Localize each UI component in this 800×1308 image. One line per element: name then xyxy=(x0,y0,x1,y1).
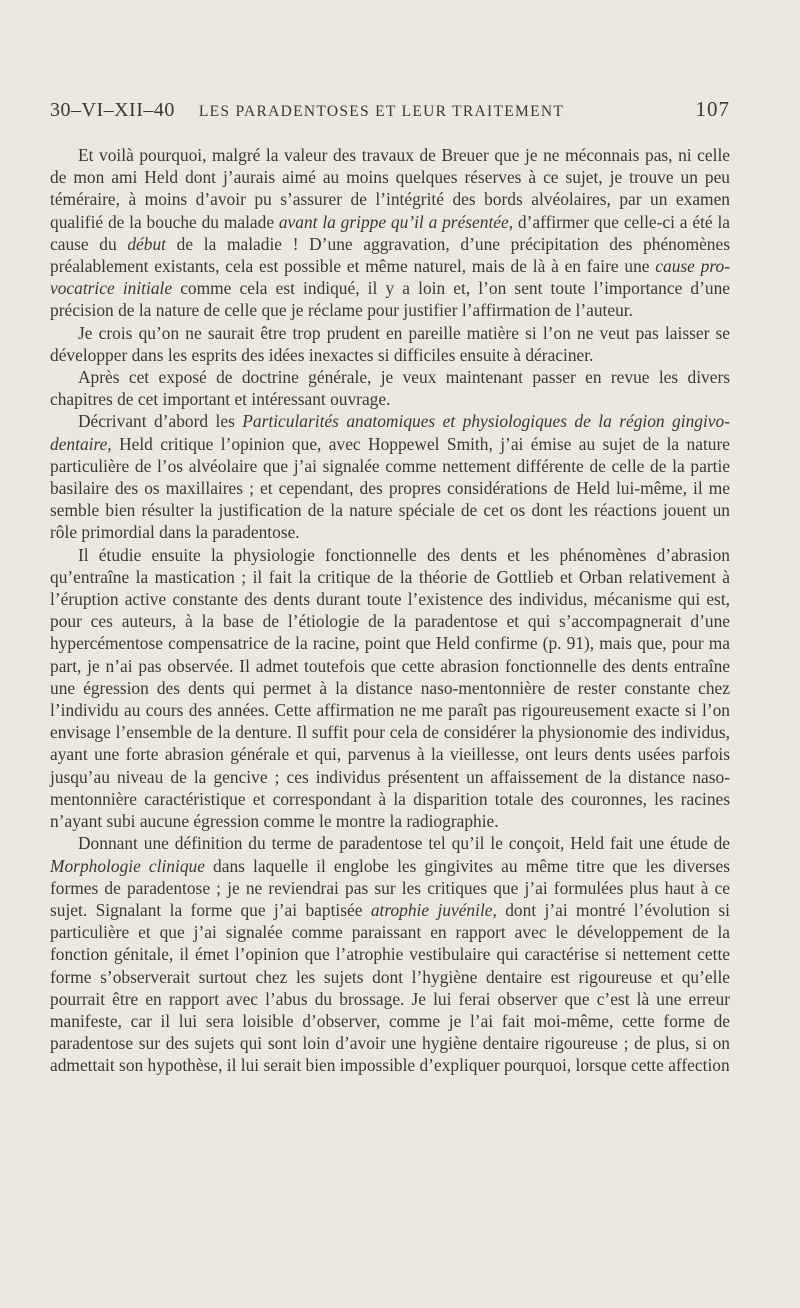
italic-text: atrophie juvénile, xyxy=(370,899,497,920)
text-run: de la maladie ! D’une aggravation, d’une précipitation des phénomènes préalablement existants, cela est possible et même naturel, mais de là à en faire une xyxy=(50,233,730,277)
text-run: Je crois qu’on ne saurait être trop prudent en pareille matière si l’on ne veut pas laisser se développer dans les esprits des idées inexactes si difficiles ensuite à déraciner. xyxy=(50,322,730,365)
paragraph xyxy=(50,544,730,833)
italic-text: Morphologie clinique xyxy=(50,855,205,876)
paragraph xyxy=(50,832,730,1076)
italic-text: cause provocatrice initiale xyxy=(50,256,730,299)
italic-text: avant la grippe qu’il a présentée, xyxy=(278,211,514,232)
text-run: Décrivant d’abord les xyxy=(78,411,243,432)
page-number: 107 xyxy=(695,97,730,121)
italic-text: Particularités anatomiques et physiologiques de la région gingivo-dentaire, xyxy=(50,411,731,454)
italic-text: début xyxy=(127,233,166,254)
paragraph xyxy=(50,410,730,543)
text-run: Donnant une définition du terme de paradentose tel qu’il le conçoit, Held fait une étude de xyxy=(78,833,730,854)
text-run: Held critique l’opinion que, avec Hoppewel Smith, j’ai émise au sujet de la nature particulière de l’os alvéolaire que j’ai signalée comme nettement différente de celle de la partie basilaire des os maxillaires ; et cependant, des propres considérations de Held lui-même, il me semble bien résulter la justification de la nature spéciale de cet os dont les réactions jouent un rôle primordial dans la paradentose. xyxy=(50,433,730,543)
paragraph xyxy=(50,322,730,366)
text-run: comme cela est indiqué, il y a loin et, l’on sent toute l’importance d’une précision de la nature de celle que je réclame pour justifier l’affirmation de l’auteur. xyxy=(50,278,730,321)
paragraph xyxy=(50,366,730,410)
text-run: dont j’ai montré l’évolution si particulière et que j’ai signalée comme paraissant en rapport avec le développement de la fonction génitale, il émet l’opinion que l’atrophie vestibulaire qui caractérise si nettement cette forme s’observerait surtout chez les sujets dont l’hygiène dentaire est rigoureuse et qu’elle pourrait être en rapport avec l’abus du brossage. Je lui ferai observer que c’est là une erreur manifeste, car il lui sera loisible d’observer, comme je l’ai fait moi-même, cette forme de paradentose sur des sujets qui sont loin d’avoir une hygiène dentaire rigoureuse ; de plus, si on admettait son hypothèse, il lui serait bien impossible d’expliquer pourquoi, lorsque cette affection xyxy=(50,899,730,1076)
text-run: Il étudie ensuite la physiologie fonctionnelle des dents et les phénomènes d’abrasion qu’entraîne la mastication ; il fait la critique de la théorie de Gottlieb et Orban relativement à l’éruption active constante des dents durant toute l’existence des individus, mécanisme qui est, pour ces auteurs, à la base de l’étiologie de la paradentose et qui s’accompagnerait d’une hypercémentose compensatrice de la racine, point que Held confirme (p. 91), mais que, pour ma part, je n’ai pas observée. Il admet toutefois que cette abrasion fonctionnelle des dents entraîne une égression des dents qui permet à la distance naso-mentonnière de rester constante chez l’individu au cours des années. Cette affirmation ne me paraît pas rigoureusement exacte si l’on envisage l’ensemble de la denture. Il suffit pour cela de considérer la physionomie des individus, ayant une forte abrasion générale et qui, parvenus à la vieillesse, ont leurs dents usées parfois jusqu’au niveau de la gencive ; ces individus présentent un affaissement de la distance naso-mentonnière caractéristique et correspondant à la disparition totale des couronnes, les racines n’ayant subi aucune égression comme le montre la radiographie. xyxy=(50,544,730,832)
text-run: Et voilà pourquoi, malgré la valeur des travaux de Breuer que je ne méconnais pas, ni celle de mon ami Held dont j’aurais aimé au moins quelques réserves à ce sujet, je trouve un peu téméraire, à moins d’avoir pu s’assurer de l’intégrité des bords alvéolaires, par un examen qualifié de la bouche du malade xyxy=(50,145,730,232)
text-run: Après cet exposé de doctrine générale, je veux maintenant passer en revue les divers chapitres de cet important et intéressant ouvrage. xyxy=(50,367,730,410)
header-title: LES PARADENTOSES ET LEUR TRAITEMENT xyxy=(198,103,565,120)
paragraph xyxy=(50,144,730,322)
text-run: dans laquelle il englobe les gingivites au même titre que les diverses formes de paradentose ; je ne reviendrai pas sur les critiques que j’ai formulées plus haut à ce sujet. Signalant la forme que j’ai baptisée xyxy=(50,855,730,920)
text-run: d’affirmer que celle-ci a été la cause du xyxy=(50,211,730,254)
header-date: 30–VI–XII–40 xyxy=(50,99,175,121)
running-head xyxy=(50,97,730,127)
body-text xyxy=(50,144,730,1077)
